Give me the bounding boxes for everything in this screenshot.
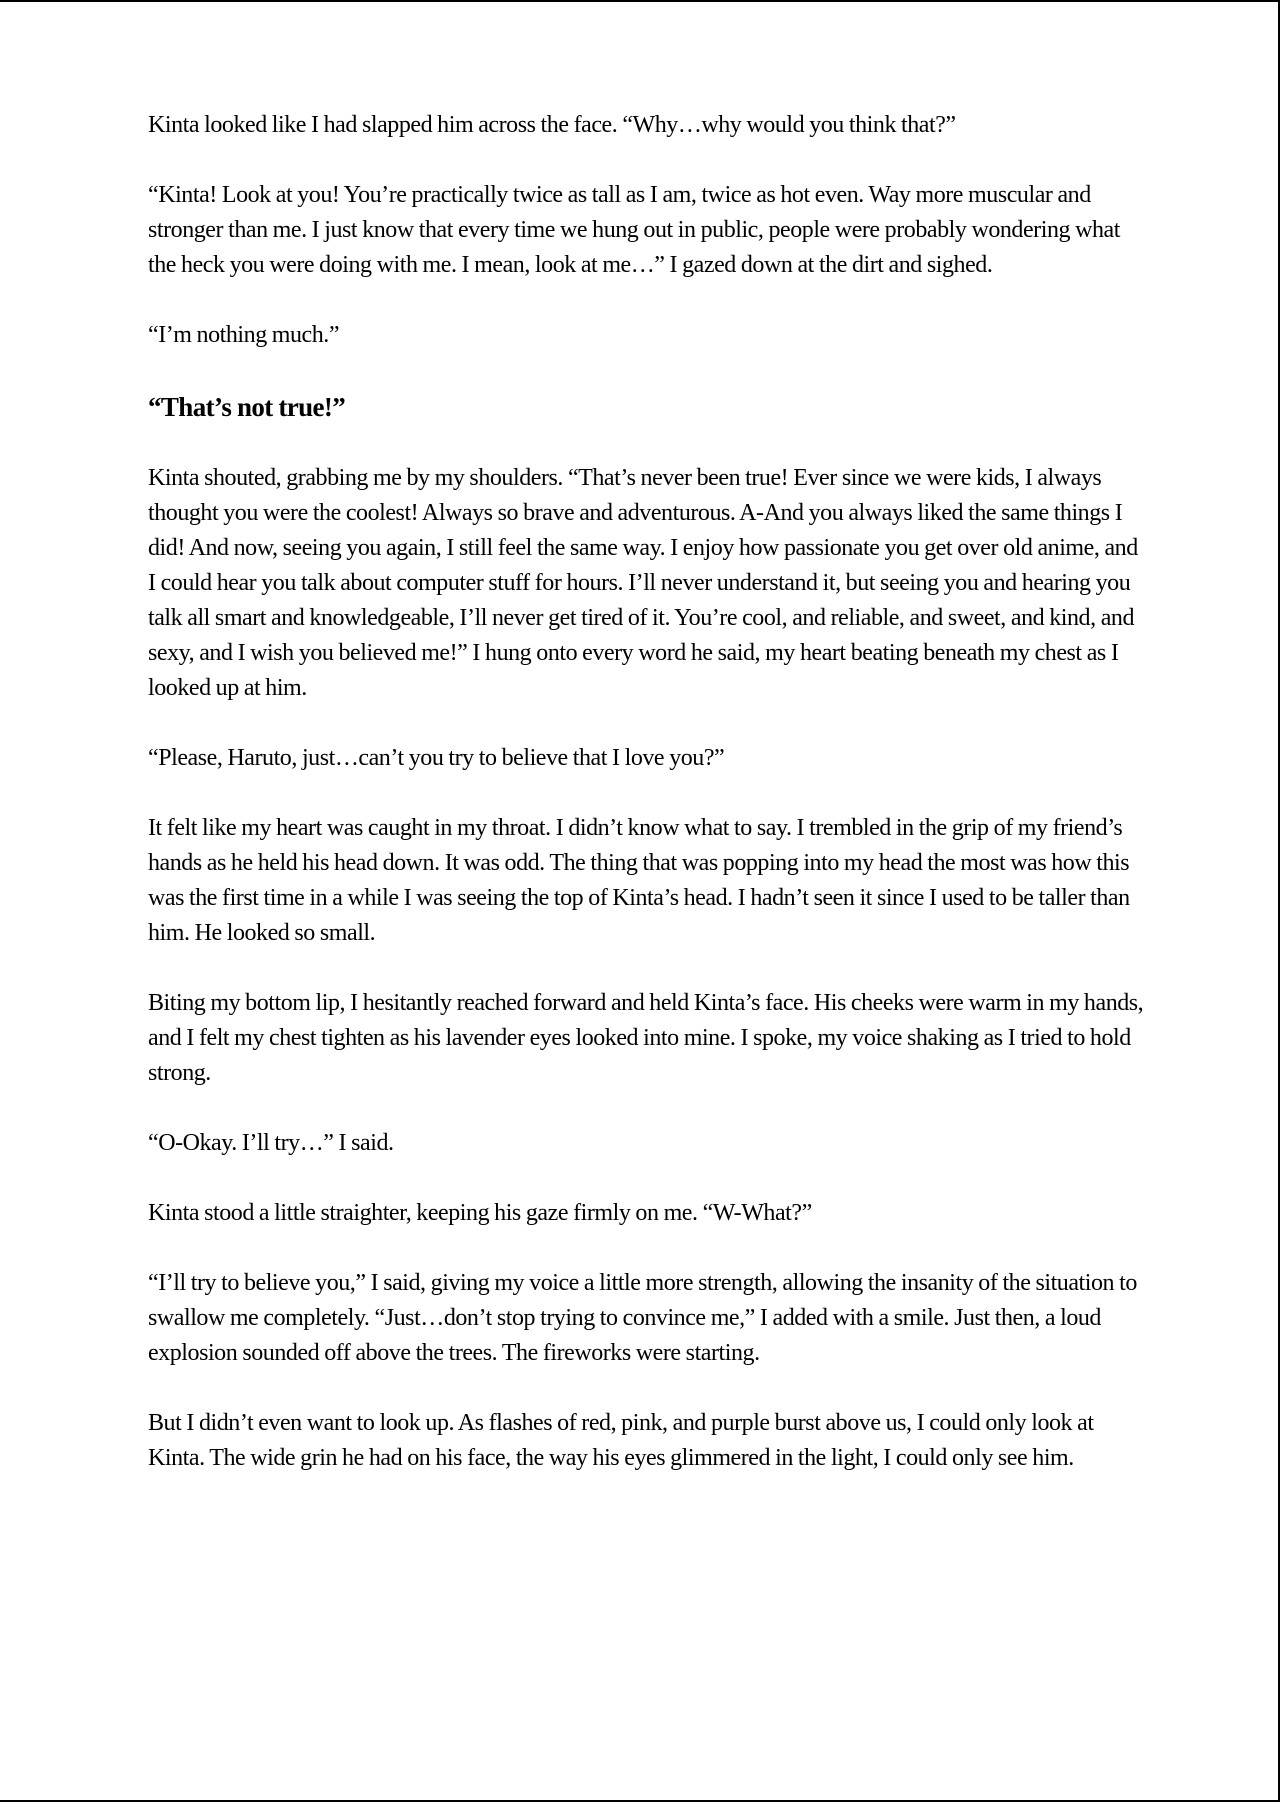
paragraph: “I’m nothing much.” (148, 322, 340, 348)
paragraph: Kinta looked like I had slapped him across the face. “Why…why would you think that?” (148, 112, 956, 138)
paragraph: “Kinta! Look at you! You’re practically twice as tall as I am, twice as hot even. Way more muscular and stronger than me. I just know that every time we hung out in public, people were probably wondering what the heck you were doing with me. I mean, look at me…” I gazed down at the dirt and sighed. (148, 182, 1120, 278)
paragraph: It felt like my heart was caught in my throat. I didn’t know what to say. I trembled in the grip of my friend’s hands as he held his head down. It was odd. The thing that was popping into my head the most was how this was the first time in a while I was seeing the top of Kinta’s head. I hadn’t seen it since I used to be taller than him. He looked so small. (148, 815, 1130, 946)
document-body (148, 108, 1148, 1511)
emphasized-dialogue: “That’s not true!” (148, 392, 346, 422)
paragraph: But I didn’t even want to look up. As flashes of red, pink, and purple burst above us, I could only look at Kinta. The wide grin he had on his face, the way his eyes glimmered in the light, I could only see him. (148, 1410, 1094, 1471)
paragraph: Kinta shouted, grabbing me by my shoulders. “That’s never been true! Ever since we were kids, I always thought you were the coolest! Always so brave and adventurous. A-And you always liked the same things I did! And now, seeing you again, I still feel the same way. I enjoy how passionate you get over old anime, and I could hear you talk about computer stuff for hours. I’ll never understand it, but seeing you and hearing you talk all smart and knowledgeable, I’ll never get tired of it. You’re cool, and reliable, and sweet, and kind, and sexy, and I wish you believed me!” I hung onto every word he said, my heart beating beneath my chest as I looked up at him. (148, 465, 1138, 701)
paragraph: “I’ll try to believe you,” I said, giving my voice a little more strength, allowing the insanity of the situation to swallow me completely. “Just…don’t stop trying to convince me,” I added with a smile. Just then, a loud explosion sounded off above the trees. The fireworks were starting. (148, 1270, 1137, 1366)
paragraph: “O-Okay. I’ll try…” I said. (148, 1130, 394, 1156)
paragraph: Biting my bottom lip, I hesitantly reached forward and held Kinta’s face. His cheeks were warm in my hands, and I felt my chest tighten as his lavender eyes looked into mine. I spoke, my voice shaking as I tried to hold strong. (148, 990, 1144, 1086)
paragraph: “Please, Haruto, just…can’t you try to believe that I love you?” (148, 745, 725, 771)
paragraph: Kinta stood a little straighter, keeping his gaze firmly on me. “W-What?” (148, 1200, 812, 1226)
